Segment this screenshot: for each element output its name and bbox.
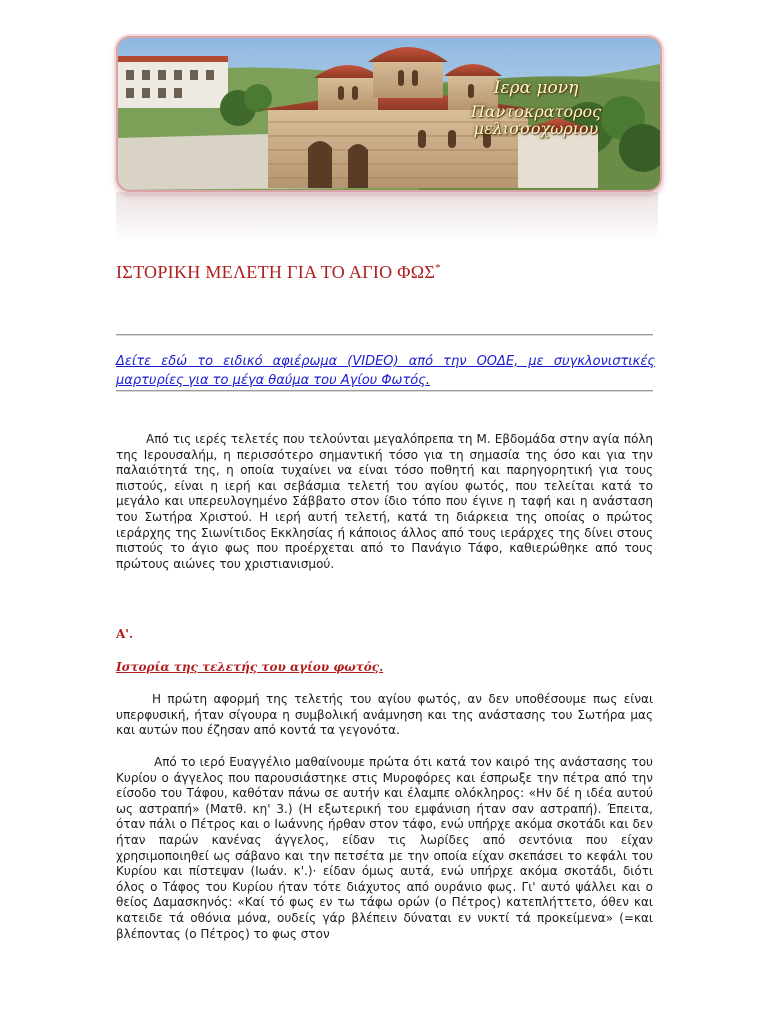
document-title — [116, 262, 441, 283]
divider-top — [116, 334, 653, 335]
banner-title — [436, 80, 636, 137]
divider-bottom — [116, 390, 653, 391]
video-link-text[interactable]: Δείτε εδώ το ειδικό αφιέρωμα (VIDEO) από την ΟΟΔΕ, με συγκλονιστικές μαρτυρίες για το μέγα θαύμα του Αγίου Φωτός — [116, 354, 655, 388]
section-paragraph-2: Από το ιερό Ευαγγέλιο μαθαίνουμε πρώτα ότι κατά τον καιρό της ανάστασης του Κυρίου ο άγγελος που παρουσιάστηκε στις Μυροφόρες και έσπρωξε την πέτρα από την είσοδο του Τάφου, καθόταν πάνω σε αυτήν και έλαμπε ολόκληρος: «Ην δέ η ιδέα αυτού ως αστραπή» (Ματθ. κη' 3.) (Η εξωτερική του εμφάνιση ήταν σαν αστραπή). Έπειτα, όταν πάλι ο Πέτρος και ο Ιωάννης ήρθαν στον τάφο, ενώ υπήρχε ακόμα σκοτάδι και δεν ήταν παρών κανένας άγγελος, είδαν τις λωρίδες από σεντόνια που είχαν χρησιμοποιηθεί ως σάβανο και την πετσέτα με την οποία είχαν σκεπάσει το κεφάλι του Κυρίου και πίστεψαν (Ιωάν. κ'.)· είδαν όμως αυτά, ενώ υπήρχε ακόμα σκοτάδι, διότι όλος ο Τάφος του Κυρίου ήταν τότε διάχυτος από ουράνιο φως. Γι' αυτό ψάλλει και ο θείος Δαμασκηνός: «Καί τό φως εν τω τάφω ορών (ο Πέτρος) κατεπλήττετο, όθεν και κατειδε τά οθόνια μόνα, ουδείς γάρ βλέπειν δύναται εν νυκτί τά προκείμενα» (=και βλέποντας (ο Πέτρος) το φως στον — [116, 755, 653, 941]
banner-photo — [116, 36, 662, 192]
intro-paragraph: Από τις ιερές τελετές που τελούνται μεγαλόπρεπα τη Μ. Εβδομάδα στην αγία πόλη της Ιερουσαλήμ, η περισσότερο σημαντική τόσο για τη σημασία της όσο και για την παλαιότητά της, η οποία τυχαίνει να είναι τόσο ποθητή και παρηγορητική για τους πιστούς, είναι η ιερή και σεβάσμια τελετή του αγίου φωτός, που τελείται κατά το μεγάλο και υπερευλογημένο Σάββατο στον ίδιο τόπο που έγινε η ταφή και η ανάσταση του Σωτήρα Χριστού. Η ιερή αυτή τελετή, κατά τη διάρκεια της οποίας ο πρώτος ιεράρχης της Σιωνίτιδος Εκκλησίας ή κάποιος άλλος από τους ιεράρχες της δίνει στους πιστούς το άγιο φως που προέρχεται από το Πανάγιο Τάφο, καθιερώθηκε από τους πρώτους αιώνες του χριστιανισμού. — [116, 432, 653, 571]
monastery-banner — [110, 32, 665, 244]
banner-reflection — [116, 192, 658, 242]
video-link-period: . — [425, 373, 430, 388]
video-link[interactable] — [116, 352, 655, 390]
section-letter: Α'. — [116, 627, 134, 641]
title-footnote-marker: * — [435, 262, 441, 274]
banner-title-line1: Ιερα μονη — [493, 78, 579, 98]
banner-title-line2: Παντοκρατορος μελισσοχωριου — [470, 101, 602, 138]
section-heading: Ιστορία της τελετής του αγίου φωτός. — [116, 660, 384, 674]
section-paragraph-1: Η πρώτη αφορμή της τελετής του αγίου φωτός, αν δεν υποθέσουμε πως είναι υπερφυσική, ήταν σίγουρα η συμβολική ανάμνηση και της ανάστασης του Σωτήρα μας και αυτών που έζησαν από κοντά τα γεγονότα. — [116, 692, 653, 738]
document-title-text: ΙΣΤΟΡΙΚΗ ΜΕΛΕΤΗ ΓΙΑ ΤΟ ΑΓΙΟ ΦΩΣ — [116, 262, 436, 282]
